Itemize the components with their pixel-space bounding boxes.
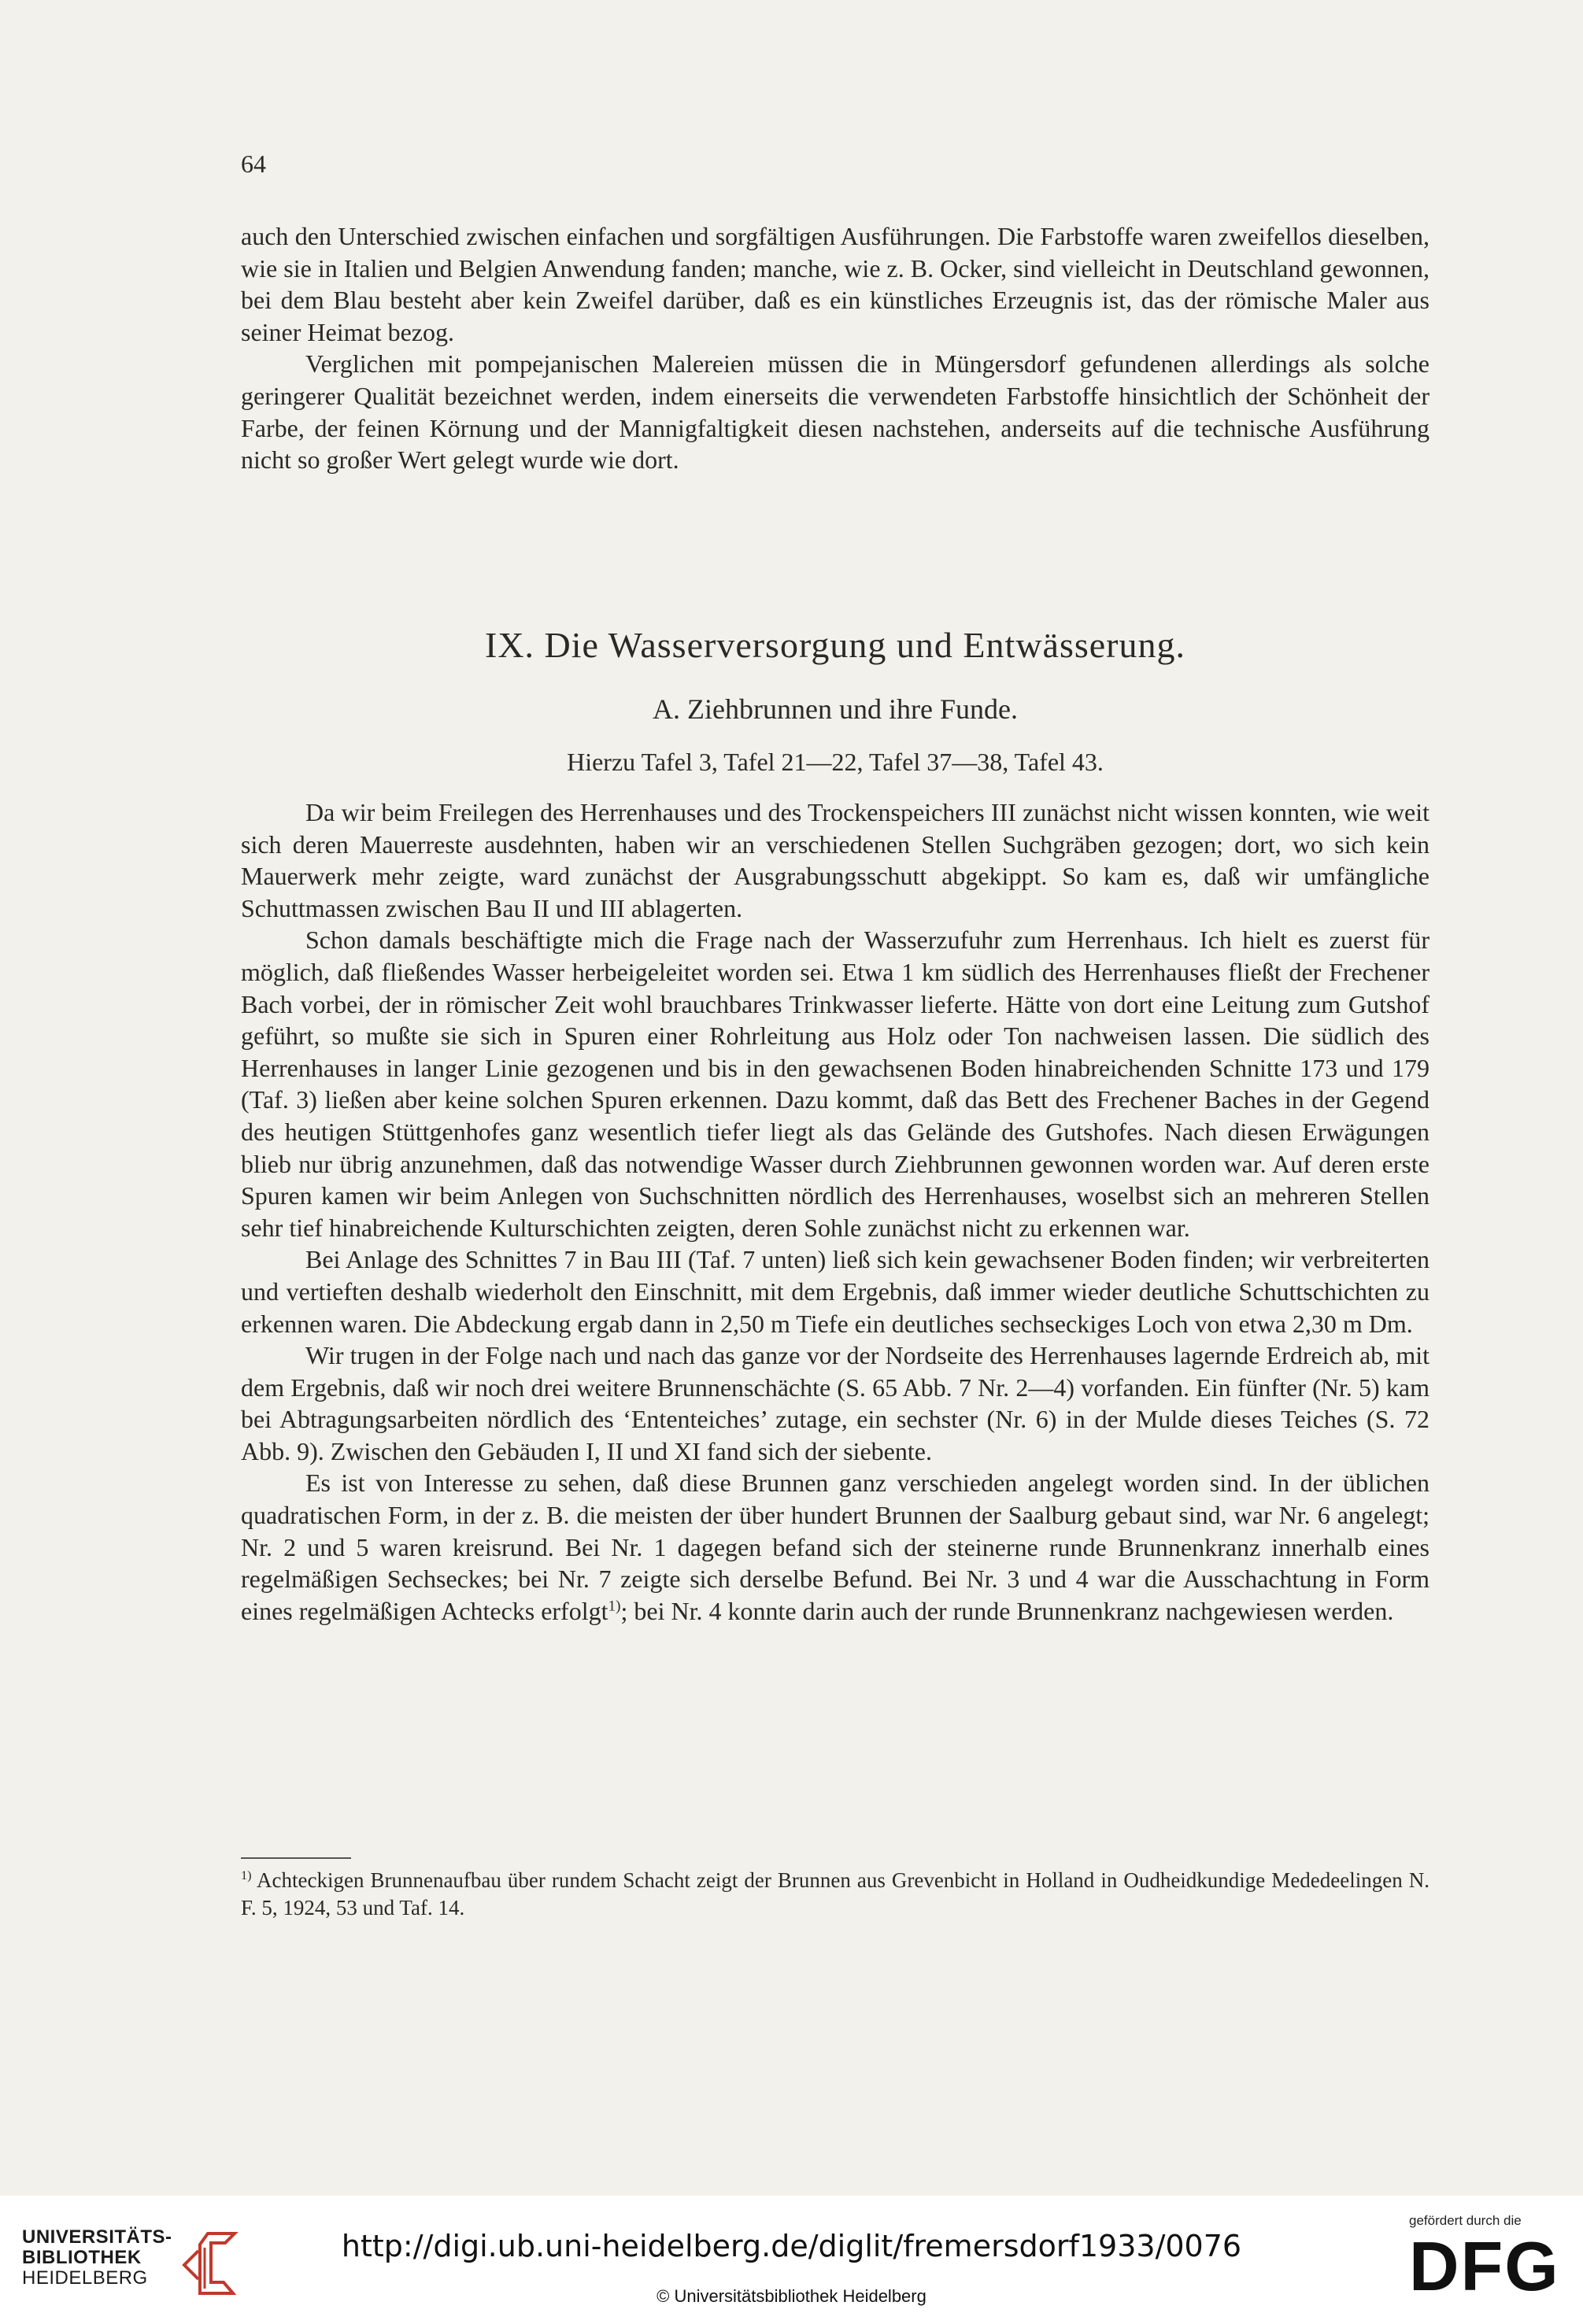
footnote (241, 1867, 1430, 1922)
page-number: 64 (241, 150, 266, 178)
section-title: IX. Die Wasserversorgung und Entwässerung. (485, 625, 1185, 665)
paragraph: Verglichen mit pompejanischen Malereien müssen die in Müngersdorf gefundenen allerdings als solche geringerer Qualität bezeichnet werden, indem einerseits die verwendeten Farbstoffe hinsichtlich der Schönheit der Farbe, der feinen Körnung und der Mannigfaltigkeit diesen nachstehen, anderseits auf die technische Ausführung nicht so großer Wert gelegt wurde wie dort. (241, 349, 1430, 475)
footnote-marker: 1) (241, 1868, 252, 1882)
dfg-logo[interactable]: DFG (1409, 2227, 1560, 2305)
footer-bar (0, 2196, 1583, 2324)
footnote-divider (241, 1857, 351, 1859)
library-name-line: HEIDELBERG (22, 2267, 148, 2289)
funding-label: gefördert durch die (1409, 2213, 1522, 2228)
footnote-reference: 1) (608, 1598, 621, 1615)
permalink-url[interactable]: http://digi.ub.uni-heidelberg.de/diglit/fremersdorf1933/0076 (341, 2229, 1242, 2263)
subsection-title: A. Ziehbrunnen und ihre Funde. (653, 693, 1018, 725)
copyright-notice: © Universitätsbibliothek Heidelberg (657, 2286, 926, 2306)
paragraph-text: ; bei Nr. 4 konnte darin auch der runde Brunnenkranz nachgewiesen werden. (620, 1596, 1394, 1625)
paragraph: auch den Unterschied zwischen einfachen und sorgfältigen Ausführungen. Die Farbstoffe waren zweifellos dieselben, wie sie in Italien und Belgien Anwendung fanden; manche, wie z. B. Ocker, sind vielleicht in Deutschland gewonnen, bei dem Blau besteht aber kein Zweifel darüber, daß es ein künstliches Erzeugnis ist, das der römische Maler aus seiner Heimat bezog. (241, 222, 1430, 346)
paragraph: Bei Anlage des Schnittes 7 in Bau III (Taf. 7 unten) ließ sich kein gewachsener Boden finden; wir verbreiterten und vertieften deshalb wiederholt den Einschnitt, mit dem Ergebnis, daß immer wieder deutliche Schuttschichten zu erkennen waren. Die Abdeckung ergab dann in 2,50 m Tiefe ein deutliches sechseckiges Loch von etwa 2,30 m Dm. (241, 1245, 1430, 1338)
library-name-line: BIBLIOTHEK (22, 2247, 142, 2268)
paragraph: Wir trugen in der Folge nach und nach das ganze vor der Nordseite des Herrenhauses lagernde Erdreich ab, mit dem Ergebnis, daß wir noch drei weitere Brunnenschächte (S. 65 Abb. 7 Nr. 2—4) vorfanden. Ein fünfter (Nr. 5) kam bei Abtragungsarbeiten nördlich des ‘Ententeiches’ zutage, ein sechster (Nr. 6) in der Mulde dieses Teiches (S. 72 Abb. 9). Zwischen den Gebäuden I, II und XI fand sich der siebente. (241, 1341, 1430, 1465)
paragraph: Schon damals beschäftigte mich die Frage nach der Wasserzufuhr zum Herrenhaus. Ich hielt es zuerst für möglich, daß fließendes Wasser herbeigeleitet worden sei. Etwa 1 km südlich des Herrenhauses fließt der Frechener Bach vorbei, der in römischer Zeit wohl brauchbares Trinkwasser lieferte. Hätte von dort eine Leitung zum Gutshof geführt, so mußte sie sich in Spuren einer Rohrleitung aus Holz oder Ton nachweisen lassen. Die südlich des Herrenhauses in langer Linie gezogenen und bis in den gewachsenen Boden hinabreichenden Schnitte 173 und 179 (Taf. 3) ließen aber keine solchen Spuren erkennen. Dazu kommt, daß das Bett des Frechener Baches in der Gegend des heutigen Stüttgenhofes ganz wesentlich tiefer liegt als das Gelände des Gutshofes. Nach diesen Erwägungen blieb nur übrig anzunehmen, daß das notwendige Wasser durch Ziehbrunnen gewonnen worden war. Auf deren erste Spuren kamen wir beim Anlegen von Suchschnitten nördlich des Herrenhauses, woselbst sich an mehreren Stellen sehr tief hinabreichende Kulturschichten zeigten, deren Sohle zunächst nicht zu erkennen war. (241, 926, 1430, 1242)
paragraph: Da wir beim Freilegen des Herrenhauses und des Trockenspeichers III zunächst nicht wissen konnten, wie weit sich deren Mauerreste ausdehnten, haben wir an verschiedenen Stellen Suchgräben gezogen; dort, wo sich kein Mauerwerk mehr zeigte, ward zunächst der Ausgrabungsschutt abgekippt. So kam es, daß wir umfängliche Schuttmassen zwischen Bau II und III ablagerten. (241, 798, 1430, 922)
paragraph (241, 1467, 1430, 1627)
plates-reference: Hierzu Tafel 3, Tafel 21—22, Tafel 37—38, Tafel 43. (567, 748, 1104, 776)
section-text (241, 796, 1430, 1627)
library-name-line: UNIVERSITÄTS- (22, 2226, 172, 2248)
footnote-text: Achteckigen Brunnenaufbau über rundem Schacht zeigt der Brunnen aus Grevenbicht in Holland in Oudheidkundige Mededeelingen N. F. 5, 1924, 53 und Taf. 14. (241, 1868, 1430, 1919)
paragraph-text: Es ist von Interesse zu sehen, daß diese Brunnen ganz verschieden angelegt worden sind. In der üblichen quadratischen Form, in der z. B. die meisten der über hundert Brunnen der Saalburg gebaut sind, war Nr. 6 angelegt; Nr. 2 und 5 waren kreisrund. Bei Nr. 1 dagegen befand sich der steinerne runde Brunnenkranz innerhalb eines regelmäßigen Sechseckes; bei Nr. 7 zeigte sich derselbe Befund. Bei Nr. 3 und 4 war die Ausschachtung in Form eines regelmäßigen Achtecks erfolgt (241, 1469, 1430, 1625)
intro-text (241, 220, 1430, 476)
